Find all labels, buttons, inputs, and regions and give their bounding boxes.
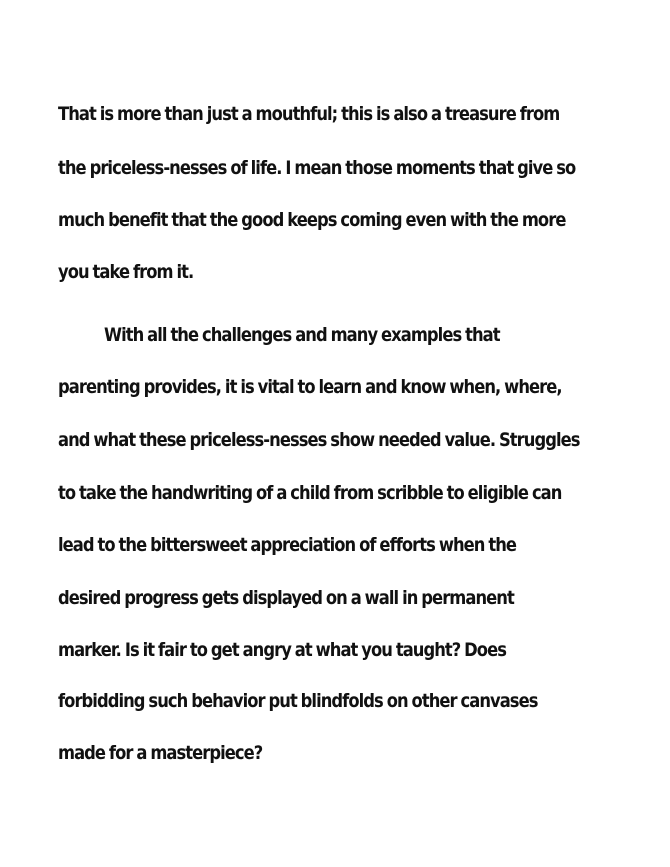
paragraph-2-line-2: parenting provides, it is vital to learn and know when, where, [58,376,562,398]
paragraph-1-line-2: the priceless-nesses of life. I mean those moments that give so [58,157,576,179]
paragraph-2-line-9: made for a masterpiece? [58,742,263,764]
paragraph-2-line-3: and what these priceless-nesses show needed value. Struggles [58,429,580,451]
paragraph-1-line-4: you take from it. [58,261,194,283]
paragraph-1-line-1: That is more than just a mouthful; this is also a treasure from [58,103,560,125]
paragraph-2-line-8: forbidding such behavior put blindfolds on other canvases [58,690,538,712]
paragraph-2-line-6: desired progress gets displayed on a wall in permanent [58,587,514,609]
paragraph-2-line-7: marker. Is it fair to get angry at what you taught? Does [58,639,507,661]
paragraph-1-line-3: much benefit that the good keeps coming even with the more [58,209,566,231]
paragraph-2-line-1: With all the challenges and many examples that [104,324,500,346]
paragraph-2-line-5: lead to the bittersweet appreciation of efforts when the [58,534,517,556]
paragraph-2-line-4: to take the handwriting of a child from scribble to eligible can [58,482,562,504]
